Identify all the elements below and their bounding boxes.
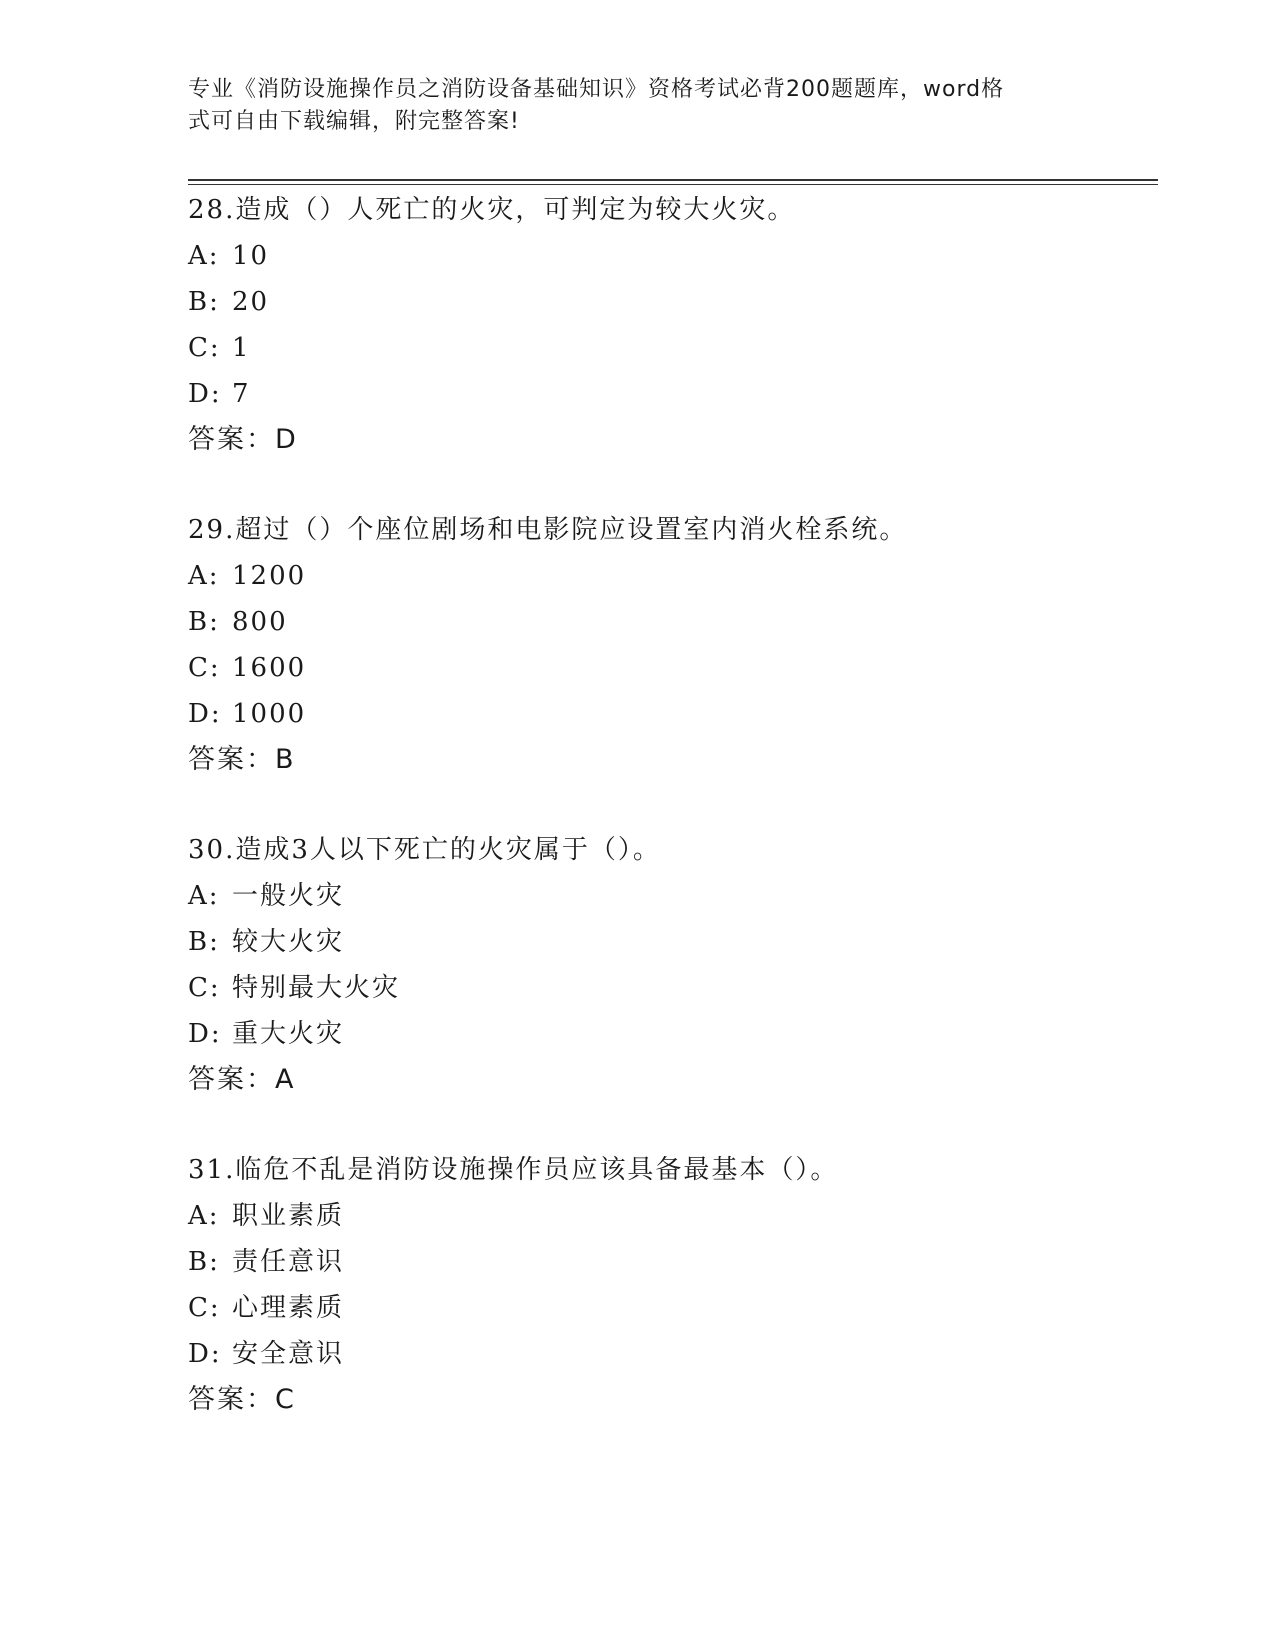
question-number: 29. [188,515,236,545]
header-line-1: 专业《消防设施操作员之消防设备基础知识》资格考试必背200题题库，word格 [188,77,1005,102]
option-a [188,239,1148,285]
option-text: 职业素质 [232,1201,345,1231]
option-b [188,1245,1148,1291]
option-d [188,377,1148,423]
question-number: 30. [188,835,236,865]
option-letter: A: [188,561,220,591]
option-c [188,651,1148,697]
option-text: 特别最大火灾 [232,973,401,1003]
document-header [188,74,1068,138]
question-block [188,833,1148,1109]
option-text: 责任意识 [232,1247,345,1277]
option-d [188,697,1148,743]
option-a [188,1199,1148,1245]
option-letter: A: [188,241,220,271]
answer-line: 答案：A [188,1064,296,1095]
option-letter: B: [188,1247,220,1277]
question-block [188,1153,1148,1429]
option-letter: D: [188,699,222,729]
option-letter: C: [188,653,221,683]
option-letter: D: [188,1339,222,1369]
answer-line: 答案：D [188,424,298,455]
option-text: 1200 [232,561,307,591]
answer-line: 答案：B [188,744,296,775]
option-b [188,285,1148,331]
header-divider-thick [188,179,1158,181]
question-text [188,833,1148,879]
question-text [188,193,1148,239]
option-letter: C: [188,973,221,1003]
option-text: 1000 [232,699,307,729]
question-stem: 造成3人以下死亡的火灾属于（）。 [235,835,661,865]
option-text: 1600 [232,653,307,683]
question-block [188,513,1148,789]
option-letter: B: [188,287,220,317]
question-text [188,1153,1148,1199]
option-text: 安全意识 [232,1339,345,1369]
question-number: 28. [188,195,236,225]
question-number: 31. [188,1155,236,1185]
option-text: 7 [232,379,251,409]
option-letter: A: [188,881,220,911]
option-a [188,879,1148,925]
option-letter: B: [188,607,220,637]
option-letter: C: [188,333,221,363]
option-text: 重大火灾 [232,1019,345,1049]
option-letter: D: [188,1019,222,1049]
option-text: 20 [232,287,270,317]
question-stem: 超过（）个座位剧场和电影院应设置室内消火栓系统。 [235,515,908,545]
option-text: 1 [232,333,251,363]
option-text: 一般火灾 [232,881,345,911]
header-divider-thin [188,184,1158,185]
option-d [188,1017,1148,1063]
header-line-2: 式可自由下载编辑，附完整答案! [188,109,520,134]
question-block [188,193,1148,469]
option-b [188,605,1148,651]
option-text: 800 [232,607,288,637]
option-text: 10 [232,241,270,271]
option-b [188,925,1148,971]
option-text: 心理素质 [232,1293,345,1323]
option-c [188,331,1148,377]
question-stem: 造成（）人死亡的火灾，可判定为较大火灾。 [235,195,796,225]
option-letter: A: [188,1201,220,1231]
answer-line: 答案：C [188,1384,296,1415]
option-letter: D: [188,379,222,409]
option-text: 较大火灾 [232,927,345,957]
option-letter: C: [188,1293,221,1323]
option-a [188,559,1148,605]
option-letter: B: [188,927,220,957]
option-c [188,1291,1148,1337]
question-stem: 临危不乱是消防设施操作员应该具备最基本（）。 [235,1155,839,1185]
option-d [188,1337,1148,1383]
option-c [188,971,1148,1017]
question-text [188,513,1148,559]
